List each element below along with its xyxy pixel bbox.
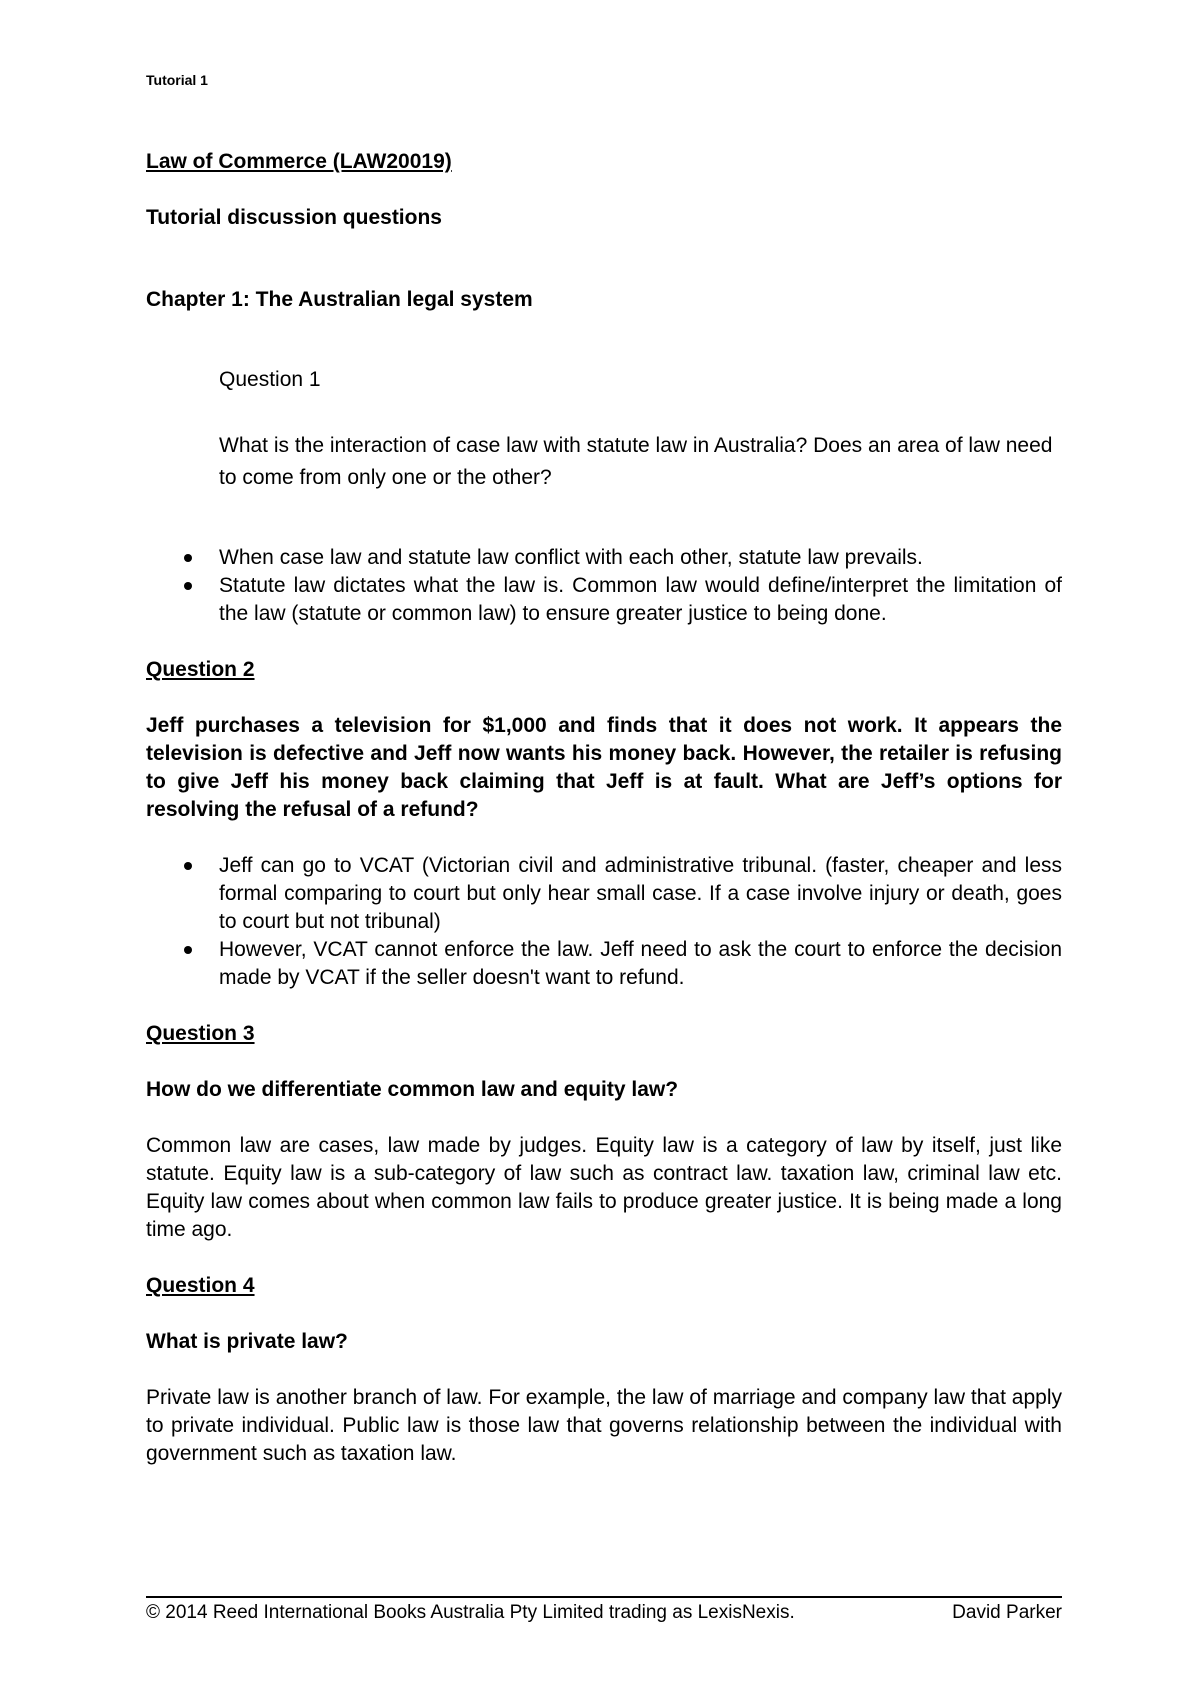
footer-copyright: © 2014 Reed International Books Australia Pty Limited trading as LexisNexis. (146, 1602, 795, 1623)
bullet-icon (184, 946, 192, 954)
question-2-label: Question 2 (146, 658, 255, 681)
question-2-answers (146, 852, 1062, 992)
answer-item (146, 544, 1062, 572)
footer-divider (146, 1596, 1062, 1598)
answer-text: Statute law dictates what the law is. Common law would define/interpret the limitation of the law (statute or common law) to ensure greater justice to being done. (219, 574, 1062, 625)
footer-author: David Parker (952, 1602, 1062, 1623)
answer-text: Jeff can go to VCAT (Victorian civil and administrative tribunal. (faster, cheaper and less formal comparing to court but only hear small case. If a case involve injury or death, goes to court but not tribunal) (219, 854, 1062, 933)
answer-item (146, 936, 1062, 992)
bullet-icon (184, 582, 192, 590)
answer-item (146, 852, 1062, 936)
answer-text: However, VCAT cannot enforce the law. Jeff need to ask the court to enforce the decision made by VCAT if the seller doesn't want to refund. (219, 938, 1062, 989)
question-1-answers (146, 544, 1062, 628)
question-4-text: What is private law? (146, 1330, 348, 1353)
question-3-label: Question 3 (146, 1022, 255, 1045)
answer-item (146, 572, 1062, 628)
course-title: Law of Commerce (LAW20019) (146, 150, 452, 173)
document-subtitle: Tutorial discussion questions (146, 206, 442, 229)
question-2-text: Jeff purchases a television for $1,000 and finds that it does not work. It appears the television is defective and Jeff now wants his money back. However, the retailer is refusing to give Jeff his money back claiming that Jeff is at fault. What are Jeff’s options for resolving the refusal of a refund? (146, 714, 1062, 821)
question-3-answer: Common law are cases, law made by judges. Equity law is a category of law by itself, just like statute. Equity law is a sub-category of law such as contract law. taxation law, criminal law etc. Equity law comes about when common law fails to produce greater justice. It is being made a long time ago. (146, 1134, 1062, 1241)
page-header: Tutorial 1 (146, 72, 208, 88)
question-4-label: Question 4 (146, 1274, 255, 1297)
document-body (146, 148, 1062, 1468)
question-1-text: What is the interaction of case law with statute law in Australia? Does an area of law need to come from only one or the other? (219, 434, 1053, 489)
bullet-icon (184, 862, 192, 870)
bullet-icon (184, 554, 192, 562)
question-4-answer: Private law is another branch of law. For example, the law of marriage and company law that apply to private individual. Public law is those law that governs relationship between the individual with government such as taxation law. (146, 1386, 1062, 1465)
question-1-label: Question 1 (219, 368, 321, 391)
chapter-heading: Chapter 1: The Australian legal system (146, 288, 533, 311)
question-3-text: How do we differentiate common law and equity law? (146, 1078, 679, 1101)
answer-text: When case law and statute law conflict with each other, statute law prevails. (219, 546, 923, 569)
